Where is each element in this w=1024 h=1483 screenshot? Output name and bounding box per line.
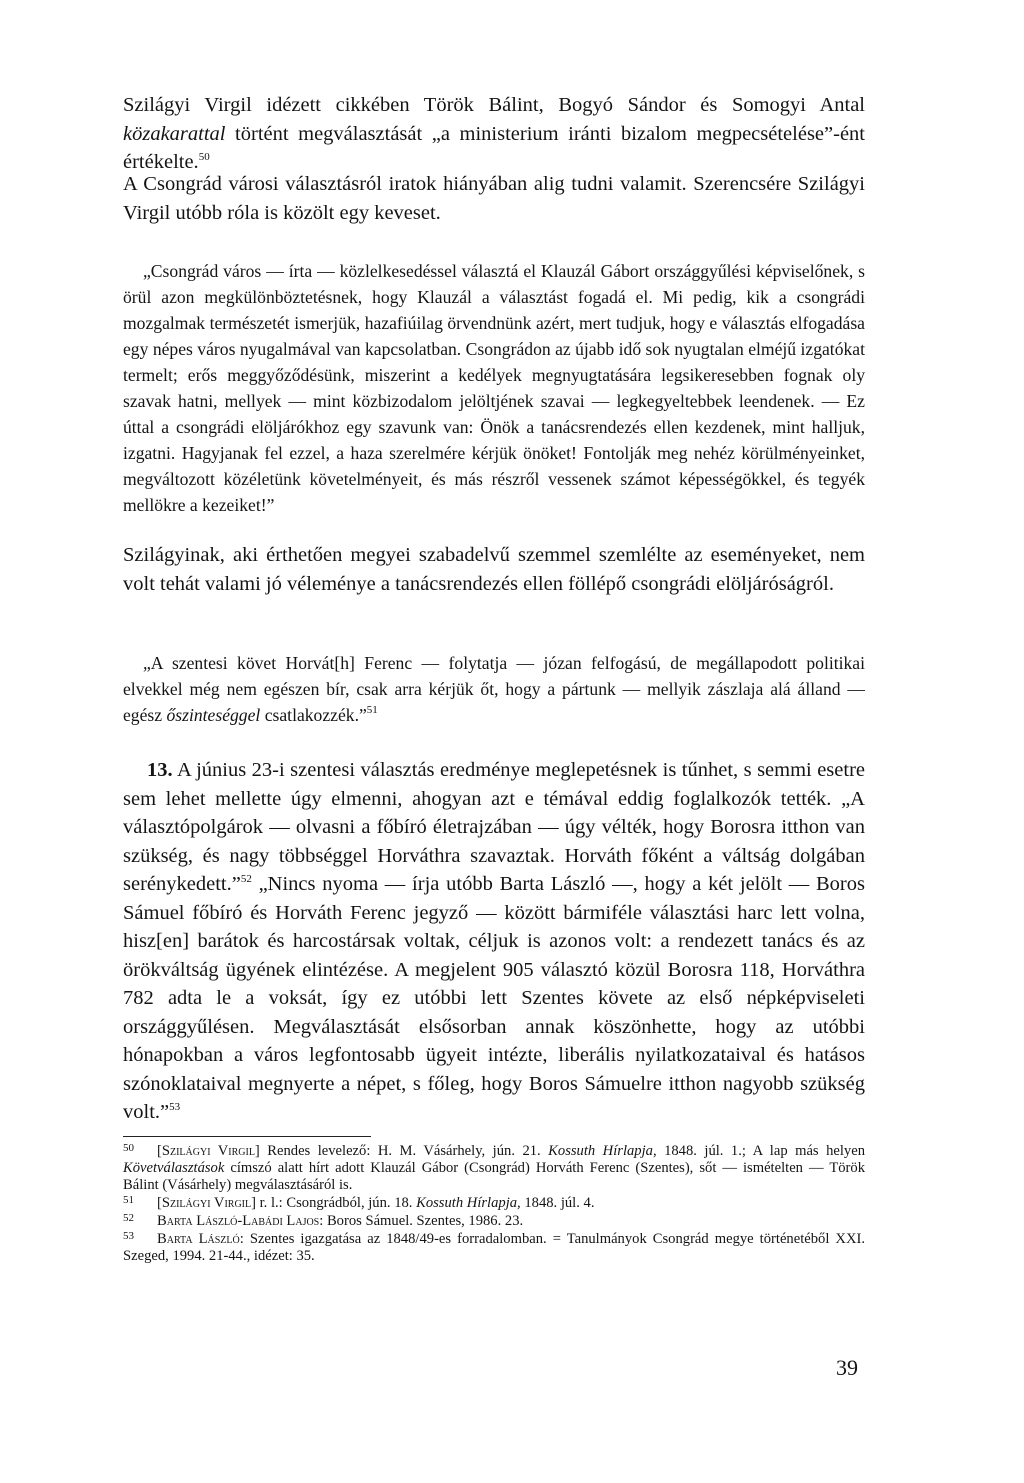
- quotation-horvath: [123, 650, 865, 728]
- section-13: [123, 756, 865, 1127]
- paragraph-szilagyi-opinion: Szilágyinak, aki érthetően megyei szabadelvű szemmel szemlélte az eseményeket, nem volt tehát valami jó véleménye a tanácsrendezés ellen föllépő csongrádi elöljáróságról.: [123, 544, 865, 595]
- italic-term: őszinteséggel: [166, 705, 261, 725]
- footnote-number: 51: [123, 1194, 134, 1206]
- footnote-author: Barta László-Labádi Lajos: [157, 1213, 320, 1229]
- text-run: 1848. júl. 4.: [520, 1195, 595, 1211]
- footnote-ref-52[interactable]: 52: [240, 873, 252, 885]
- text-run: csatlakozzék.”: [260, 705, 367, 725]
- section-number: 13.: [147, 759, 173, 781]
- italic-title: Kossuth Hírlapja,: [548, 1143, 657, 1159]
- footnote-number: 50: [123, 1142, 134, 1154]
- text-run: történt megválasztását „a ministerium iránti bizalom megpecsételése”-ént értékelte.: [123, 122, 865, 173]
- quotation-csongrad: „Csongrád város — írta — közlelkesedéssel választá el Klauzál Gábort országgyűlési képviselőnek, s örül azon megkülönböztetésnek, hogy Klauzál a választást fogadá el. Mi pedig, kik a csongrádi mozgalmak természetét ismerjük, hazafiúilag örvendnünk azért, mert tudjuk, hogy e választás elfogadása egy népes város nyugalmával van kapcsolatban. Csongrádon az újabb idő sok nyugtalan elméjű izgatókat termelt; erős meggyőződésünk, miszerint a kedélyek megnyugtatására legsikeresebben fognak oly szavak hatni, mellyek — mint közbizodalom jelöltjének szavai — legkegyeltebbek leendenek. — Ez úttal a csongrádi elöljárókhoz egy szavunk van: Önök a tanácsrendezés ellen kezdenek, mint halljuk, izgatni. Hagyjanak fel ezzel, a haza szerelmére kérjük önöket! Fontolják meg nehéz körülményeinket, megváltozott közéletünk követelményeit, és más részről vessenek számot képességökkel, és tegyék mellökre a kezeiket!”: [123, 261, 865, 515]
- text-run: „A szentesi követ Horvát[h] Ferenc — folytatja — józan felfogású, de megállapodott politikai elvekkel még nem egészen bír, csak arra kérjük őt, hogy a pártunk — mellyik zászlaja alá álland — egész: [123, 653, 865, 725]
- text-run: A június 23-i szentesi választás eredménye meglepetésnek is tűnhet, s semmi esetre sem lehet mellette úgy elmenni, ahogyan azt e témával eddig foglalkozók tették. „A választópolgárok — olvasni a főbíró életrajzában — úgy vélték, hogy Borosra itthon van szükség, és nagy többséggel Horváthra szavaztak. Horváth főként a váltság dolgában serénykedett.”: [123, 759, 865, 895]
- paragraph-election-evaluation: [123, 91, 865, 177]
- footnote-author: Barta László: [157, 1231, 240, 1247]
- italic-term: közakarattal: [123, 122, 226, 145]
- text-run: r. l.: Csongrádból, jún. 18.: [255, 1195, 417, 1211]
- text-run: Rendes levelező: H. M. Vásárhely, jún. 21.: [259, 1143, 549, 1159]
- text-run: Szilágyi Virgil idézett cikkében Török Bálint, Bogyó Sándor és Somogyi Antal: [123, 94, 865, 116]
- text-run: címszó alatt hírt adott Klauzál Gábor (Csongrád) Horváth Ferenc (Szentes), sőt — ismételten — Török Bálint (Vásárhely) megválasztásáról is.: [123, 1160, 865, 1194]
- text-run: : Szentes igazgatása az 1848/49-es forradalomban. = Tanulmányok Csongrád megye történetéből XXI. Szeged, 1994. 21-44., idézet: 35.: [123, 1231, 865, 1265]
- footnote-author: [Szilágyi Virgil]: [157, 1195, 256, 1211]
- footnote-ref-53[interactable]: 53: [169, 1101, 181, 1113]
- text-run: 1848. júl. 1.; A lap más helyen: [656, 1143, 865, 1159]
- footnote-ref-51[interactable]: 51: [366, 704, 378, 716]
- page-number: 39: [836, 1355, 858, 1380]
- footnote-ref-50[interactable]: 50: [198, 151, 210, 163]
- italic-title: Követválasztások: [123, 1160, 225, 1177]
- footnote-author: [Szilágyi Virgil]: [157, 1143, 260, 1159]
- footnote-53: [123, 1228, 865, 1265]
- text-run: : Boros Sámuel. Szentes, 1986. 23.: [319, 1213, 524, 1229]
- text-run: „Nincs nyoma — írja utóbb Barta László —, hogy a két jelölt — Boros Sámuel főbíró és Horváth Ferenc jegyző — között bármiféle választási harc lett volna, hisz[en] barátok és harcostársak voltak, céljuk is azonos volt: a rendezett tanács és az örökváltság ügyének elintézése. A megjelent 905 választó közül Borosra 118, Horváthra 782 adta le a voksát, így ez utóbbi lett Szentes követe az első népképviseleti országgyűlésen. Megválasztását elsősorban annak köszönhette, hogy az utóbbi hónapokban a város legfontosabb ügyeit intézte, liberális nyilatkozataival és hatásos szónoklataival megnyerte a népet, s főleg, hogy Boros Sámuelre itthon nagyobb szükség volt.”: [123, 873, 865, 1123]
- footnote-divider: [123, 1136, 371, 1137]
- footnote-number: 52: [123, 1212, 134, 1224]
- footnote-50: [123, 1140, 865, 1195]
- paragraph-csongrad-election: A Csongrád városi választásról iratok hiányában alig tudni valamit. Szerencsére Szilágyi Virgil utóbb róla is közölt egy keveset.: [123, 173, 865, 224]
- italic-title: Kossuth Hírlapja,: [416, 1195, 521, 1211]
- footnote-number: 53: [123, 1230, 134, 1242]
